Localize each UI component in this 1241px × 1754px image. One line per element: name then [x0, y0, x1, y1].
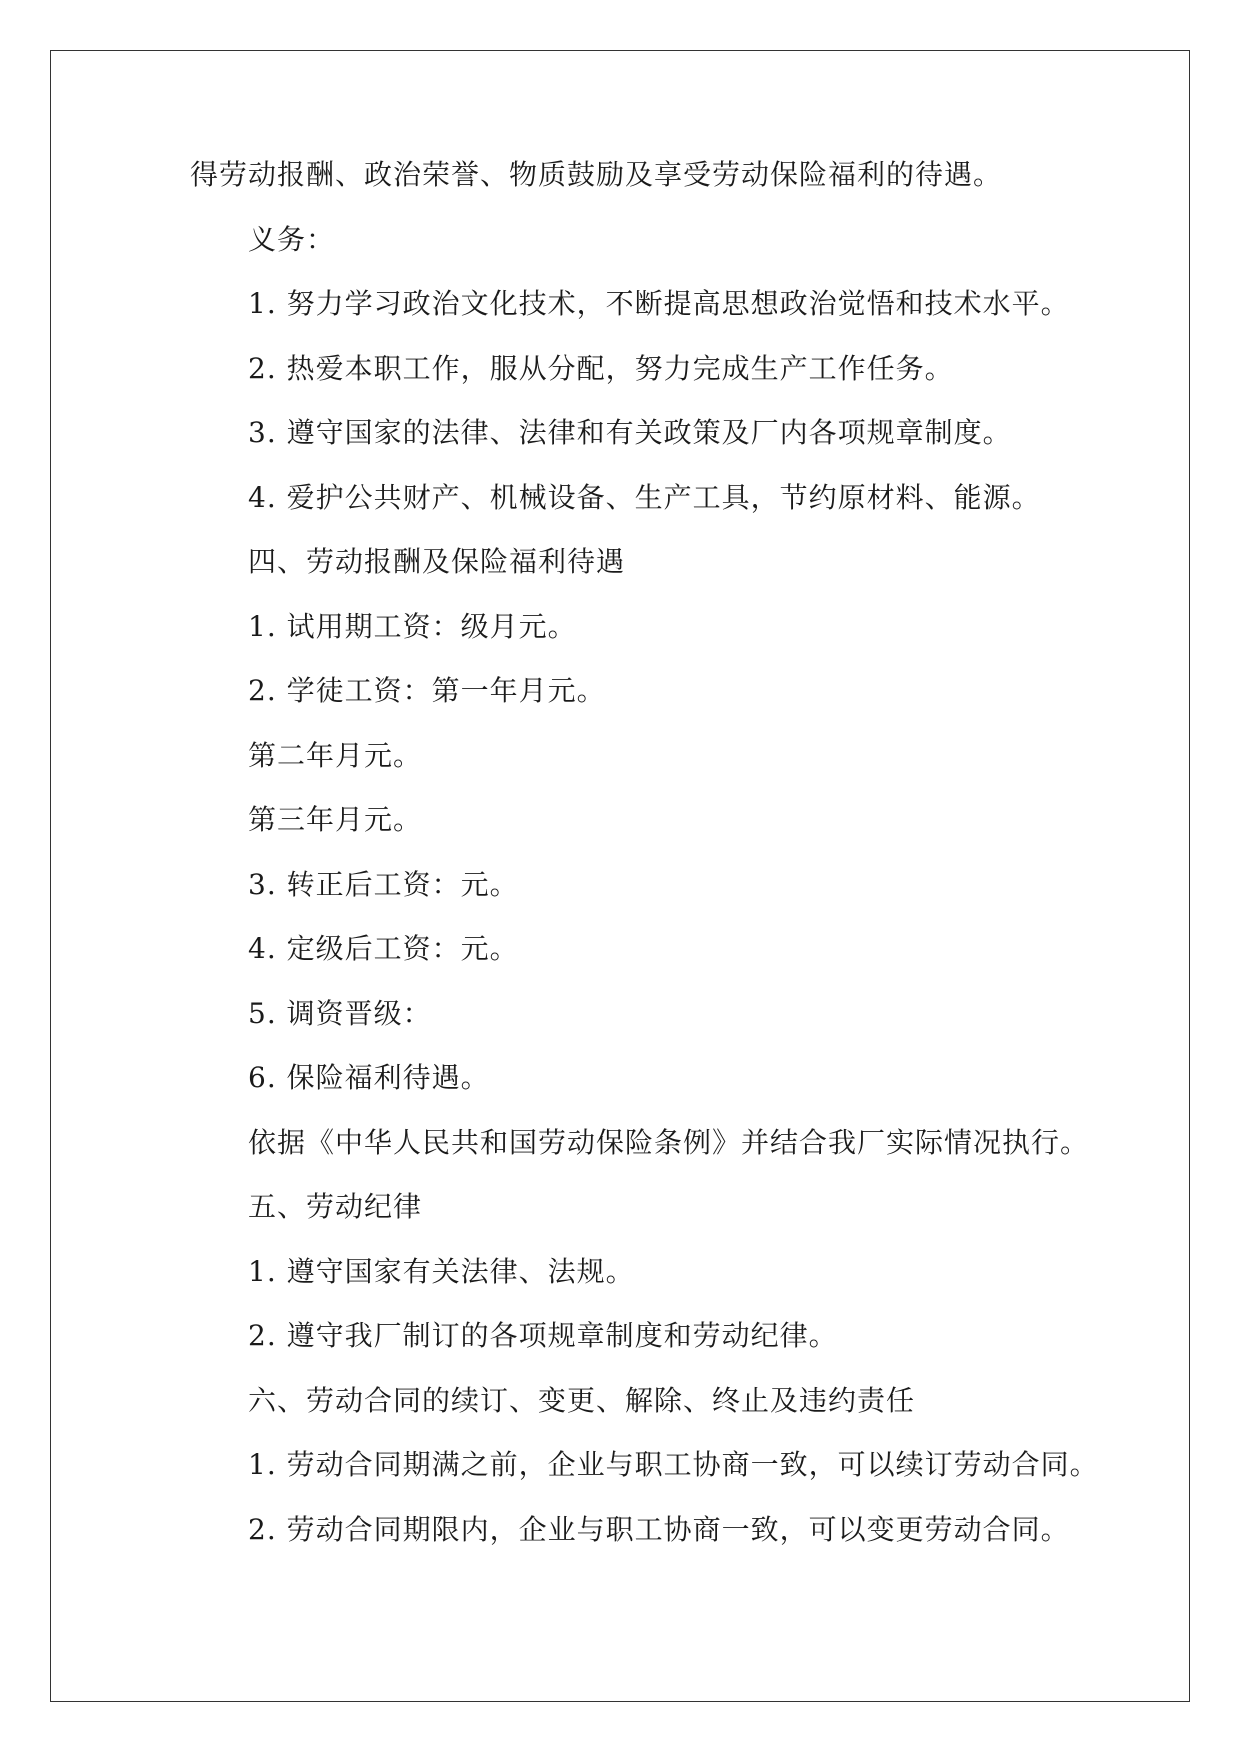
section-heading-4: 四、劳动报酬及保险福利待遇 — [248, 545, 626, 578]
wage-item: 5. 调资晋级： — [248, 996, 432, 1030]
duties-heading: 义务： — [248, 222, 336, 256]
duty-item: 1. 努力学习政治文化技术，不断提高思想政治觉悟和技术水平。 — [248, 287, 1070, 320]
regulation-note: 依据《中华人民共和国劳动保险条例》并结合我厂实际情况执行。 — [248, 1125, 1090, 1159]
wage-item-sub: 第三年月元。 — [248, 803, 423, 836]
document-body — [190, 157, 1099, 1576]
section-heading-6: 六、劳动合同的续订、变更、解除、终止及违约责任 — [248, 1383, 916, 1417]
contract-item: 1. 劳动合同期满之前，企业与职工协商一致，可以续订劳动合同。 — [248, 1448, 1099, 1481]
duty-item: 3. 遵守国家的法律、法律和有关政策及厂内各项规章制度。 — [248, 416, 1012, 449]
discipline-item: 2. 遵守我厂制订的各项规章制度和劳动纪律。 — [248, 1319, 838, 1352]
paragraph-continuation: 得劳动报酬、政治荣誉、物质鼓励及享受劳动保险福利的待遇。 — [190, 158, 1003, 191]
duty-item: 4. 爱护公共财产、机械设备、生产工具，节约原材料、能源。 — [248, 480, 1041, 514]
wage-item: 2. 学徒工资：第一年月元。 — [248, 674, 606, 707]
wage-item: 4. 定级后工资：元。 — [248, 932, 519, 965]
wage-item: 6. 保险福利待遇。 — [248, 1061, 490, 1094]
discipline-item: 1. 遵守国家有关法律、法规。 — [248, 1254, 635, 1288]
contract-item: 2. 劳动合同期限内，企业与职工协商一致，可以变更劳动合同。 — [248, 1512, 1070, 1546]
section-heading-5: 五、劳动纪律 — [248, 1190, 423, 1223]
wage-item-sub: 第二年月元。 — [248, 738, 423, 772]
wage-item: 3. 转正后工资：元。 — [248, 867, 519, 901]
duty-item: 2. 热爱本职工作，服从分配，努力完成生产工作任务。 — [248, 351, 954, 385]
wage-item: 1. 试用期工资：级月元。 — [248, 609, 577, 643]
